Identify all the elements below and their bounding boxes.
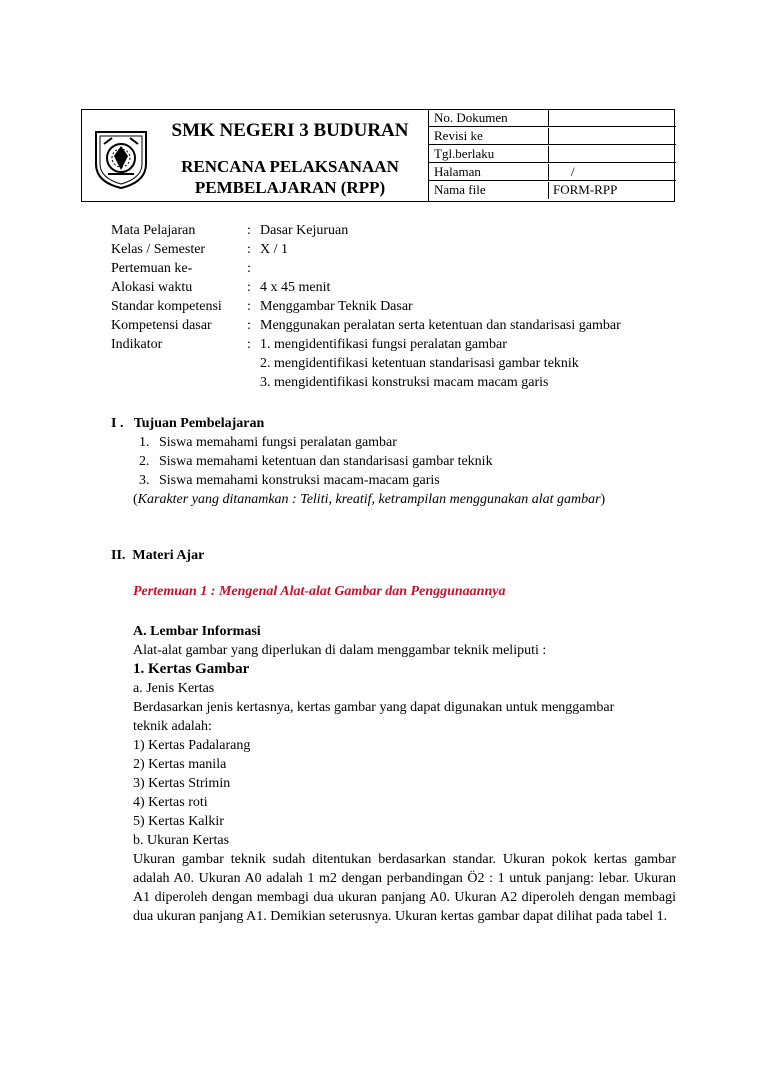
info-value: 4 x 45 menit — [260, 280, 331, 295]
doc-row-value — [548, 146, 676, 163]
karakter-note — [133, 490, 681, 509]
pertemuan-title: Pertemuan 1 : Mengenal Alat-alat Gambar dan Penggunaannya — [133, 584, 506, 599]
info-value: Menggambar Teknik Dasar — [260, 299, 413, 314]
doc-row-value — [548, 110, 676, 127]
list-item: 3. Siswa memahami konstruksi macam-macam garis — [153, 471, 681, 490]
list-item: 5) Kertas Kalkir — [133, 814, 224, 829]
karakter-text: Karakter yang ditanamkan : Teliti, kreatif, ketrampilan menggunakan alat gambar — [137, 492, 601, 507]
doc-row — [428, 127, 676, 145]
info-label: Standar kompetensi — [111, 299, 222, 314]
info-separator: : — [247, 223, 251, 238]
intro-text: Alat-alat gambar yang diperlukan di dalam menggambar teknik meliputi : — [133, 643, 547, 658]
doc-row-value — [548, 128, 676, 145]
section-materi — [111, 546, 681, 565]
info-value: Menggunakan peralatan serta ketentuan dan standarisasi gambar — [260, 318, 621, 333]
doc-row-key: Nama file — [434, 182, 486, 197]
ukuran-kertas-text: Ukuran gambar teknik sudah ditentukan berdasarkan standar. Ukuran pokok kertas gambar adalah A0. Ukuran A0 adalah 1 m2 dengan perbandingan Ö2 : 1 untuk panjang: lebar. Ukuran A1 diperoleh dengan membagi dua ukuran panjang A0. Ukuran A2 diperoleh dengan membagi dua ukuran panjang A1. Demikian seterusnya. Ukuran kertas gambar dapat dilihat pada tabel 1. — [133, 852, 676, 924]
jenis-kertas-heading: a. Jenis Kertas — [133, 681, 215, 696]
info-value: Dasar Kejuruan — [260, 223, 349, 238]
list-item: 3) Kertas Strimin — [133, 776, 231, 791]
document-title — [152, 156, 428, 198]
jenis-kertas-text: Berdasarkan jenis kertasnya, kertas gambar yang dapat digunakan untuk menggambar — [133, 700, 615, 715]
ukuran-kertas-heading: b. Ukuran Kertas — [133, 833, 230, 848]
karakter-open: ( — [133, 492, 138, 507]
document-info-table — [428, 109, 676, 202]
info-label: Mata Pelajaran — [111, 223, 196, 238]
doc-row-key: Tgl.berlaku — [434, 146, 495, 161]
info-label: Kelas / Semester — [111, 242, 206, 257]
section-heading: II. Materi Ajar — [111, 548, 205, 563]
section-tujuan — [111, 414, 681, 509]
info-value: 2. mengidentifikasi ketentuan standarisasi gambar teknik — [260, 356, 579, 371]
doc-row-key: Halaman — [434, 164, 481, 179]
doc-row — [428, 163, 676, 181]
list-item: 2. Siswa memahami ketentuan dan standarisasi gambar teknik — [153, 452, 681, 471]
doc-row-key: Revisi ke — [434, 128, 483, 143]
doc-row-value: / — [548, 164, 676, 181]
info-label: Indikator — [111, 337, 163, 352]
list-item: 4) Kertas roti — [133, 795, 208, 810]
doc-row-key: No. Dokumen — [434, 110, 508, 125]
materi-content — [133, 622, 678, 926]
list-item: 2) Kertas manila — [133, 757, 227, 772]
info-separator: : — [247, 337, 251, 352]
document-title-line1: RENCANA PELAKSANAAN — [181, 157, 399, 176]
doc-row-value: FORM-RPP — [548, 182, 676, 199]
doc-row — [428, 145, 676, 163]
list-item: 1) Kertas Padalarang — [133, 738, 251, 753]
jenis-kertas-text: teknik adalah: — [133, 719, 212, 734]
info-separator: : — [247, 299, 251, 314]
info-label: Kompetensi dasar — [111, 318, 212, 333]
document-header — [81, 109, 675, 202]
info-value: 3. mengidentifikasi konstruksi macam macam garis — [260, 375, 549, 390]
list-item: 1. Siswa memahami fungsi peralatan gambar — [153, 433, 681, 452]
doc-row — [428, 109, 676, 127]
info-value: X / 1 — [260, 242, 288, 257]
doc-row — [428, 181, 676, 199]
info-label: Alokasi waktu — [111, 280, 193, 295]
school-name: SMK NEGERI 3 BUDURAN — [171, 120, 409, 141]
document-title-line2: PEMBELAJARAN (RPP) — [194, 178, 386, 197]
school-logo-icon — [90, 124, 152, 190]
info-separator: : — [247, 318, 251, 333]
karakter-close: ) — [600, 492, 606, 507]
tujuan-list — [131, 433, 681, 490]
subheading-kertas-gambar: 1. Kertas Gambar — [133, 661, 250, 677]
info-separator: : — [247, 261, 251, 276]
section-heading: I . Tujuan Pembelajaran — [111, 416, 265, 431]
subheading-lembar-informasi: A. Lembar Informasi — [133, 624, 261, 639]
info-value: 1. mengidentifikasi fungsi peralatan gambar — [260, 337, 507, 352]
info-label: Pertemuan ke- — [111, 261, 193, 276]
info-separator: : — [247, 242, 251, 257]
info-separator: : — [247, 280, 251, 295]
